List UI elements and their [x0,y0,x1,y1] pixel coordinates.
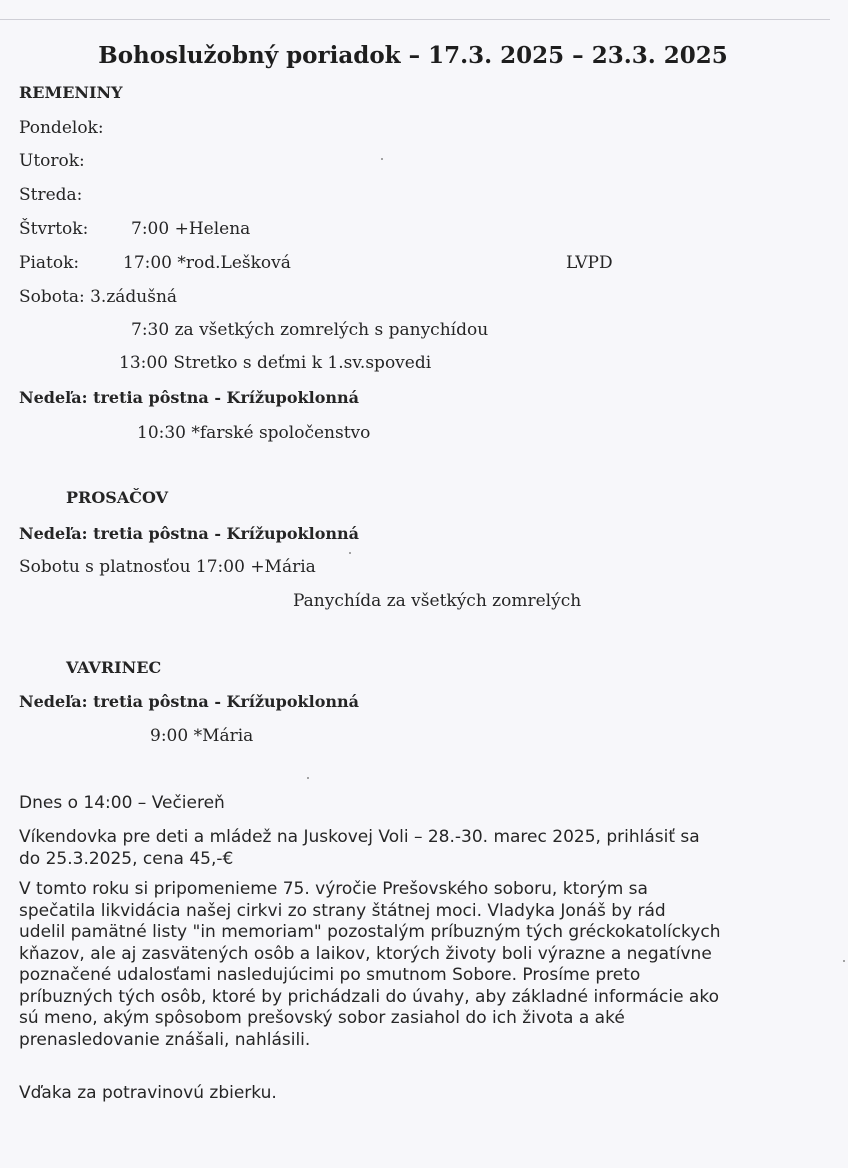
page-edge [0,19,830,20]
section-heading-prosacov: PROSAČOV [66,488,169,507]
scan-speck [381,158,383,160]
nedela-heading-vavrinec: Nedeľa: tretia pôstna - Krížupoklonná [19,692,359,711]
announcement-sobor: V tomto roku si pripomenieme 75. výročie Prešovského soboru, ktorým sa spečatila likvidácia našej cirkvi zo strany štátnej moci. Vladyka Jonáš by rád udelil pamätné listy "in memoriam" pozostalým príbuzným tých gréckokatolíckych kňazov, ale aj zasvätených osôb a laikov, ktorých životy boli výrazne a negatívne poznačené udalosťami nasledujúcimi po smutnom Sobore. Prosíme preto príbuzných tých osôb, ktoré by prichádzali do úvahy, aby základné informácie ako sú meno, akým spôsobom prešovský sobor zasiahol do ich života a aké prenasledovanie znášali, nahlásili. [19,879,721,1050]
section-heading-vavrinec: VAVRINEC [66,658,162,677]
day-pondelok: Pondelok: [19,118,104,138]
entry-nedela-remeniny: 10:30 *farské spoločenstvo [137,423,371,443]
day-piatok: Piatok: [19,253,80,273]
entry-vavrinec: 9:00 *Mária [150,726,254,746]
entry-stvrtok: 7:00 +Helena [131,219,251,239]
nedela-heading-prosacov: Nedeľa: tretia pôstna - Krížupoklonná [19,524,359,543]
announcement-vdaka: Vďaka za potravinovú zbierku. [19,1083,277,1103]
scan-speck [307,777,309,779]
announcement-vikendovka: Víkendovka pre deti a mládež na Juskovej Voli – 28.-30. marec 2025, prihlásiť sa do 25.3.2025, cena 45,-€ [19,827,700,869]
day-sobota: Sobota: 3.zádušná [19,287,178,307]
scan-speck [843,960,845,962]
note-piatok: LVPD [566,253,613,273]
entry-sobota-2: 13:00 Stretko s deťmi k 1.sv.spovedi [119,353,432,373]
entry-piatok: 17:00 *rod.Lešková [123,253,291,273]
day-stvrtok: Štvrtok: [19,219,89,239]
day-streda: Streda: [19,185,83,205]
entry-sobota-1: 7:30 za všetkých zomrelých s panychídou [131,320,489,340]
nedela-heading-remeniny: Nedeľa: tretia pôstna - Krížupoklonná [19,388,359,407]
section-heading-remeniny: REMENINY [19,83,123,102]
scan-speck [349,552,351,554]
day-utorok: Utorok: [19,151,85,171]
entry-prosacov-2: Panychída za všetkých zomrelých [293,591,582,611]
announcement-vecieren: Dnes o 14:00 – Večiereň [19,793,225,813]
page-title: Bohoslužobný poriadok – 17.3. 2025 – 23.3. 2025 [98,42,728,69]
entry-prosacov: Sobotu s platnosťou 17:00 +Mária [19,557,316,577]
